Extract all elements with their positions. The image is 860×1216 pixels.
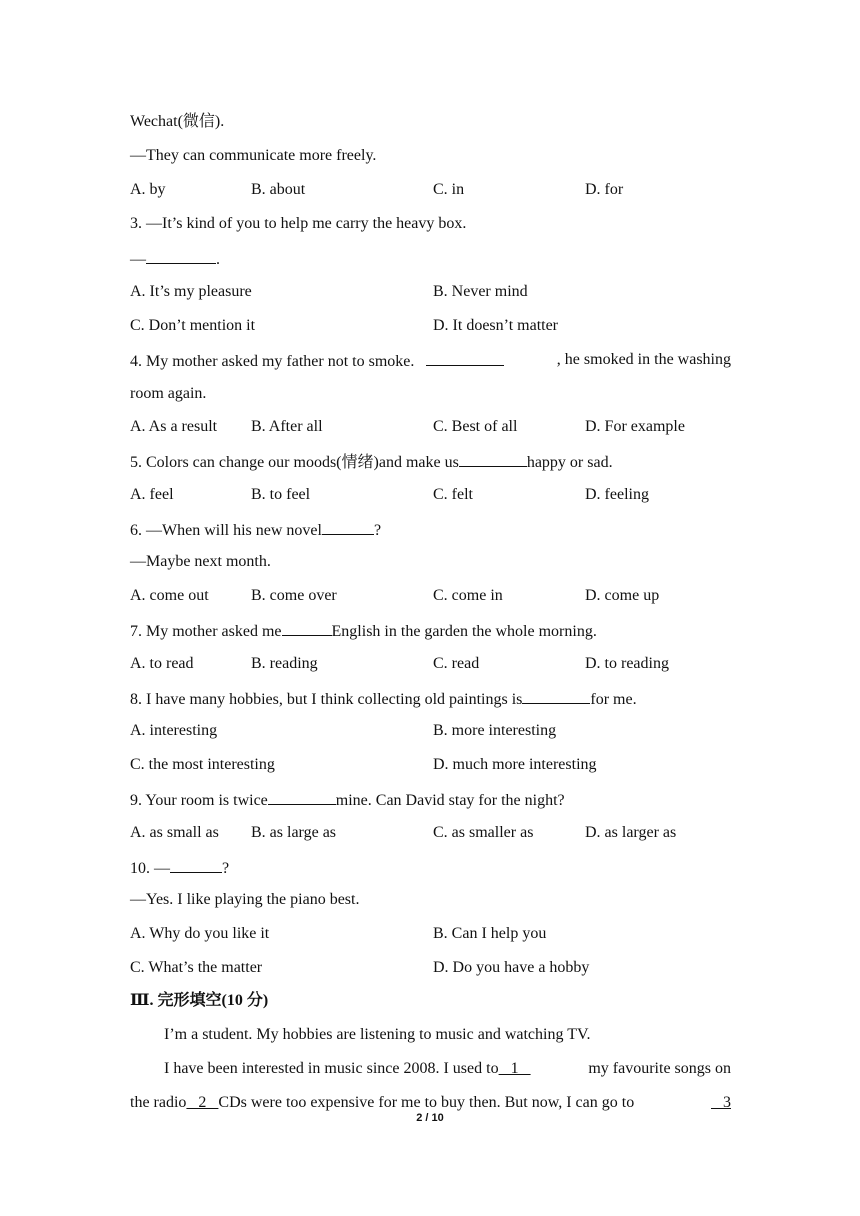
passage-p2-b: my favourite songs on: [588, 1060, 731, 1077]
q3-reply: [130, 248, 220, 270]
q7-stem: [130, 620, 597, 642]
q6-option-b: B. come over: [251, 587, 337, 604]
q5-option-c: C. felt: [433, 486, 473, 503]
q10-option-a: A. Why do you like it: [130, 925, 270, 942]
q2-option-d: D. for: [585, 181, 624, 198]
q3-blank: [146, 248, 216, 264]
q8-stem: [130, 688, 637, 710]
section-heading: Ⅲ. 完形填空(10 分): [130, 992, 269, 1009]
q8-option-b: B. more interesting: [433, 722, 557, 739]
q4-line1-b: , he smoked in the washing: [556, 351, 731, 368]
q5-option-d: D. feeling: [585, 486, 649, 503]
q4-line1: [130, 350, 731, 372]
q6-option-c: C. come in: [433, 587, 503, 604]
q10-stem: [130, 857, 229, 879]
q3-reply-prefix: —: [130, 251, 146, 268]
q4-option-c: C. Best of all: [433, 418, 518, 435]
cloze-blank-3: 3: [711, 1094, 731, 1111]
q9-stem-b: mine. Can David stay for the night?: [335, 792, 565, 809]
q8-option-c: C. the most interesting: [130, 756, 275, 773]
q6-option-a: A. come out: [130, 587, 209, 604]
passage-p2-a: I have been interested in music since 2008. I used to: [164, 1060, 499, 1077]
q7-stem-b: English in the garden the whole morning.: [331, 623, 597, 640]
q7-option-d: D. to reading: [585, 655, 669, 672]
q3-option-a: A. It’s my pleasure: [130, 283, 252, 300]
q8-option-a: A. interesting: [130, 722, 218, 739]
q4-option-d: D. For example: [585, 418, 685, 435]
passage-p3-b: CDs were too expensive for me to buy then. But now, I can go to: [218, 1094, 635, 1111]
q3-reply-suffix: .: [216, 251, 220, 268]
q10-line2: —Yes. I like playing the piano best.: [130, 891, 360, 908]
q5-stem: [130, 451, 613, 473]
cloze-blank-1: 1: [498, 1060, 531, 1077]
q8-blank: [522, 688, 590, 704]
q5-blank: [459, 451, 527, 467]
q6-blank: [322, 519, 374, 535]
q3-option-b: B. Never mind: [433, 283, 528, 300]
q10-option-b: B. Can I help you: [433, 925, 547, 942]
q7-option-c: C. read: [433, 655, 480, 672]
q3-option-c: C. Don’t mention it: [130, 317, 256, 334]
q7-stem-a: 7. My mother asked me: [130, 623, 282, 640]
q10-option-c: C. What’s the matter: [130, 959, 263, 976]
passage-paragraph-3-line: [130, 1093, 731, 1113]
passage-p3-a: the radio: [130, 1094, 187, 1111]
q6-stem-a: 6. —When will his new novel: [130, 522, 322, 539]
q7-blank: [282, 620, 332, 636]
q6-line2: —Maybe next month.: [130, 553, 271, 570]
q9-option-d: D. as larger as: [585, 824, 677, 841]
q6-stem: [130, 519, 381, 541]
q4-line1-a: 4. My mother asked my father not to smoke.: [130, 353, 415, 370]
q5-option-b: B. to feel: [251, 486, 311, 503]
q9-option-c: C. as smaller as: [433, 824, 534, 841]
q10-option-d: D. Do you have a hobby: [433, 959, 590, 976]
q5-option-a: A. feel: [130, 486, 174, 503]
q9-option-a: A. as small as: [130, 824, 219, 841]
q3-stem: 3. —It’s kind of you to help me carry the heavy box.: [130, 215, 467, 232]
q3-option-d: D. It doesn’t matter: [433, 317, 559, 334]
q10-stem-a: 10. —: [130, 860, 170, 877]
q9-blank: [268, 789, 336, 805]
q7-option-a: A. to read: [130, 655, 194, 672]
q8-stem-b: for me.: [590, 691, 637, 708]
q10-blank: [170, 857, 222, 873]
q9-option-b: B. as large as: [251, 824, 337, 841]
q4-option-a: A. As a result: [130, 418, 218, 435]
cloze-blank-2: 2: [186, 1094, 219, 1111]
page-number: 2 / 10: [416, 1112, 444, 1124]
q5-stem-b: happy or sad.: [526, 454, 613, 471]
q2-option-a: A. by: [130, 181, 166, 198]
q2-option-c: C. in: [433, 181, 465, 198]
q5-stem-a: 5. Colors can change our moods(情绪)and make us: [130, 454, 459, 471]
q9-stem: [130, 789, 565, 811]
passage-paragraph-2-line: [164, 1059, 731, 1079]
passage-paragraph-1: I’m a student. My hobbies are listening to music and watching TV.: [164, 1026, 591, 1043]
q9-stem-a: 9. Your room is twice: [130, 792, 268, 809]
q2-line1: Wechat(微信).: [130, 113, 225, 130]
q4-line2: room again.: [130, 385, 207, 402]
q8-option-d: D. much more interesting: [433, 756, 597, 773]
q2-option-b: B. about: [251, 181, 306, 198]
q4-blank: [426, 350, 504, 366]
q6-option-d: D. come up: [585, 587, 660, 604]
q10-stem-b: ?: [222, 860, 230, 877]
q4-option-b: B. After all: [251, 418, 323, 435]
q2-line2: —They can communicate more freely.: [130, 147, 377, 164]
q6-stem-b: ?: [373, 522, 382, 539]
q7-option-b: B. reading: [251, 655, 318, 672]
q8-stem-a: 8. I have many hobbies, but I think collecting old paintings is: [130, 691, 523, 708]
